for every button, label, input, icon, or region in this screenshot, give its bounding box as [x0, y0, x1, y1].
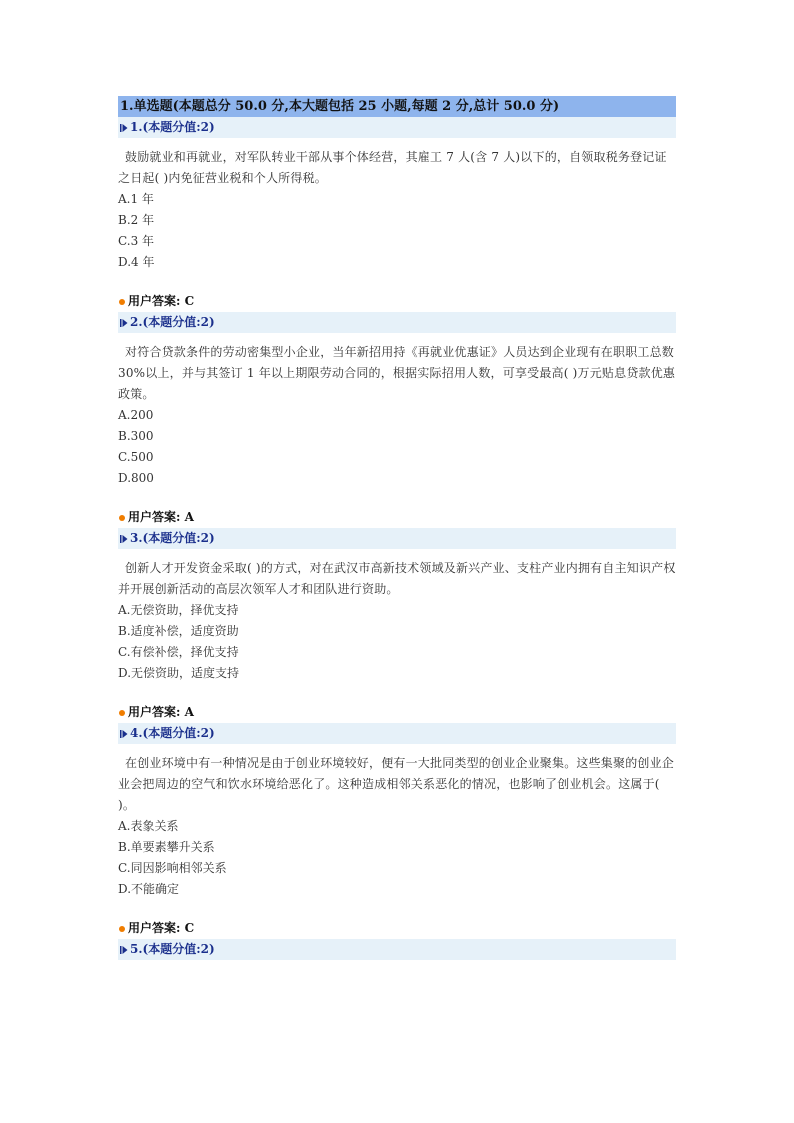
arrow-icon	[120, 945, 128, 955]
arrow-icon	[120, 123, 128, 133]
user-answer	[118, 507, 676, 528]
option-b: B.单要素攀升关系	[118, 840, 215, 854]
option-a: A.200	[118, 408, 154, 422]
dot-icon	[119, 515, 125, 521]
option-a: A.表象关系	[118, 819, 179, 833]
user-answer	[118, 702, 676, 723]
arrow-icon	[120, 318, 128, 328]
dot-icon	[119, 926, 125, 932]
option-d: D.不能确定	[118, 882, 180, 896]
user-answer	[118, 291, 676, 312]
option-b: B.300	[118, 429, 154, 443]
user-answer-label: 用户答案:	[128, 294, 181, 308]
question-header	[118, 312, 676, 333]
section-header: 1.单选题(本题总分 50.0 分,本大题包括 25 小题,每题 2 分,总计 50.0 分)	[118, 96, 676, 117]
user-answer-value: C	[184, 921, 195, 935]
question-stem: 在创业环境中有一种情况是由于创业环境较好，便有一大批同类型的创业企业聚集。这些集聚的创业企业会把周边的空气和饮水环境给恶化了。这种造成相邻关系恶化的情况，也影响了创业机会。这属于( )。	[118, 756, 675, 812]
option-a: A.无偿资助，择优支持	[118, 603, 239, 617]
option-d: D.800	[118, 471, 154, 485]
option-c: C.有偿补偿，择优支持	[118, 645, 239, 659]
option-b: B.2 年	[118, 213, 155, 227]
question-header	[118, 723, 676, 744]
user-answer	[118, 918, 676, 939]
question-stem: 创新人才开发资金采取( )的方式，对在武汉市高新技术领域及新兴产业、支柱产业内拥有自主知识产权并开展创新活动的高层次领军人才和团队进行资助。	[118, 561, 676, 596]
user-answer-label: 用户答案:	[128, 510, 181, 524]
question-header	[118, 939, 676, 960]
option-c: C.3 年	[118, 234, 155, 248]
question-stem: 鼓励就业和再就业，对军队转业干部从事个体经营，其雇工 7 人(含 7 人)以下的，自领取税务登记证之日起( )内免征营业税和个人所得税。	[118, 150, 667, 185]
option-c: C.同因影响相邻关系	[118, 861, 227, 875]
question-header-label: 3.(本题分值:2)	[130, 531, 215, 545]
arrow-icon	[120, 729, 128, 739]
question-header	[118, 528, 676, 549]
exam-page	[118, 96, 676, 960]
question-header-label: 2.(本题分值:2)	[130, 315, 215, 329]
option-d: D.4 年	[118, 255, 155, 269]
user-answer-label: 用户答案:	[128, 921, 181, 935]
dot-icon	[119, 299, 125, 305]
question-header-label: 4.(本题分值:2)	[130, 726, 215, 740]
dot-icon	[119, 710, 125, 716]
user-answer-value: A	[184, 510, 194, 524]
user-answer-value: C	[184, 294, 195, 308]
question-header	[118, 117, 676, 138]
option-b: B.适度补偿，适度资助	[118, 624, 239, 638]
user-answer-label: 用户答案:	[128, 705, 181, 719]
option-d: D.无偿资助，适度支持	[118, 666, 240, 680]
question-header-label: 1.(本题分值:2)	[130, 120, 215, 134]
question-header-label: 5.(本题分值:2)	[130, 942, 215, 956]
user-answer-value: A	[184, 705, 194, 719]
option-c: C.500	[118, 450, 154, 464]
arrow-icon	[120, 534, 128, 544]
option-a: A.1 年	[118, 192, 154, 206]
question-stem: 对符合贷款条件的劳动密集型小企业，当年新招用持《再就业优惠证》人员达到企业现有在职职工总数 30%以上，并与其签订 1 年以上期限劳动合同的，根据实际招用人数，可享受最高( )万元贴息贷款优惠政策。	[118, 345, 676, 401]
